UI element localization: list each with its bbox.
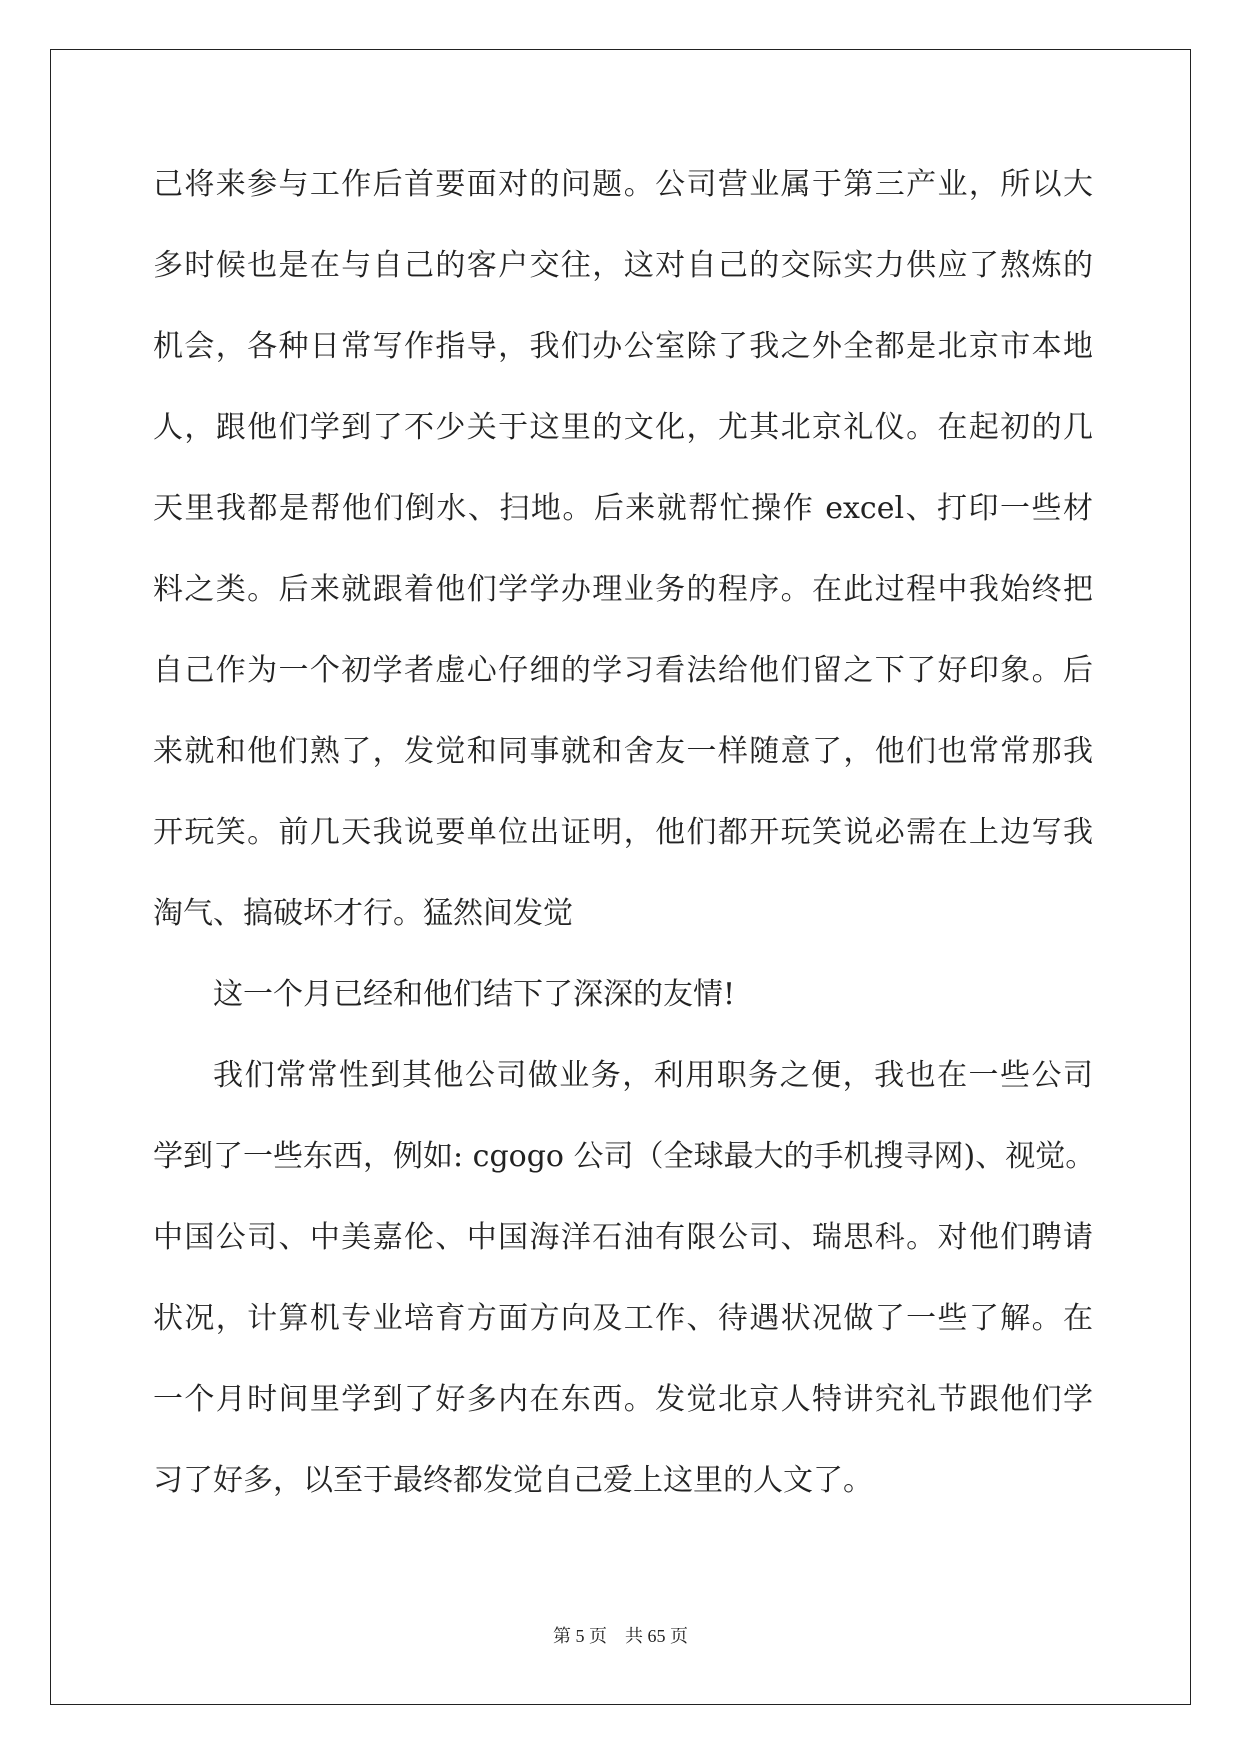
text-line-8: 来就和他们熟了，发觉和同事就和舍友一样随意了，他们也常常那我 <box>153 734 1093 769</box>
text-line-5: 天里我都是帮他们倒水、扫地。后来就帮忙操作 excel、打印一些材 <box>153 491 1093 526</box>
text-line-10: 淘气、搞破坏才行。猛然间发觉 <box>153 896 573 931</box>
text-line-17: 习了好多，以至于最终都发觉自己爱上这里的人文了。 <box>153 1463 873 1498</box>
text-line-7: 自己作为一个初学者虚心仔细的学习看法给他们留之下了好印象。后 <box>153 653 1093 688</box>
page-footer <box>0 1622 1241 1648</box>
text-line-3: 机会，各种日常写作指导，我们办公室除了我之外全都是北京市本地 <box>153 329 1093 364</box>
text-line-6: 料之类。后来就跟着他们学学办理业务的程序。在此过程中我始终把 <box>153 572 1093 607</box>
text-line-15: 状况，计算机专业培育方面方向及工作、待遇状况做了一些了解。在 <box>153 1301 1093 1336</box>
text-line-4: 人，跟他们学到了不少关于这里的文化，尤其北京礼仪。在起初的几 <box>153 410 1093 445</box>
text-line-11: 这一个月已经和他们结下了深深的友情! <box>213 977 736 1012</box>
page-number: 第 5 页 <box>553 1626 607 1646</box>
page-total: 共 65 页 <box>625 1626 688 1646</box>
text-line-2: 多时候也是在与自己的客户交往，这对自己的交际实力供应了熬炼的 <box>153 248 1093 283</box>
text-line-12: 我们常常性到其他公司做业务，利用职务之便，我也在一些公司 <box>213 1058 1093 1093</box>
text-line-16: 一个月时间里学到了好多内在东西。发觉北京人特讲究礼节跟他们学 <box>153 1382 1093 1417</box>
text-line-1: 己将来参与工作后首要面对的问题。公司营业属于第三产业，所以大 <box>153 167 1093 202</box>
text-line-9: 开玩笑。前几天我说要单位出证明，他们都开玩笑说必需在上边写我 <box>153 815 1093 850</box>
document-body <box>153 160 1096 1537</box>
text-line-13: 学到了一些东西，例如: cgogo 公司（全球最大的手机搜寻网)、视觉。 <box>153 1139 1096 1174</box>
text-line-14: 中国公司、中美嘉伦、中国海洋石油有限公司、瑞思科。对他们聘请 <box>153 1220 1093 1255</box>
